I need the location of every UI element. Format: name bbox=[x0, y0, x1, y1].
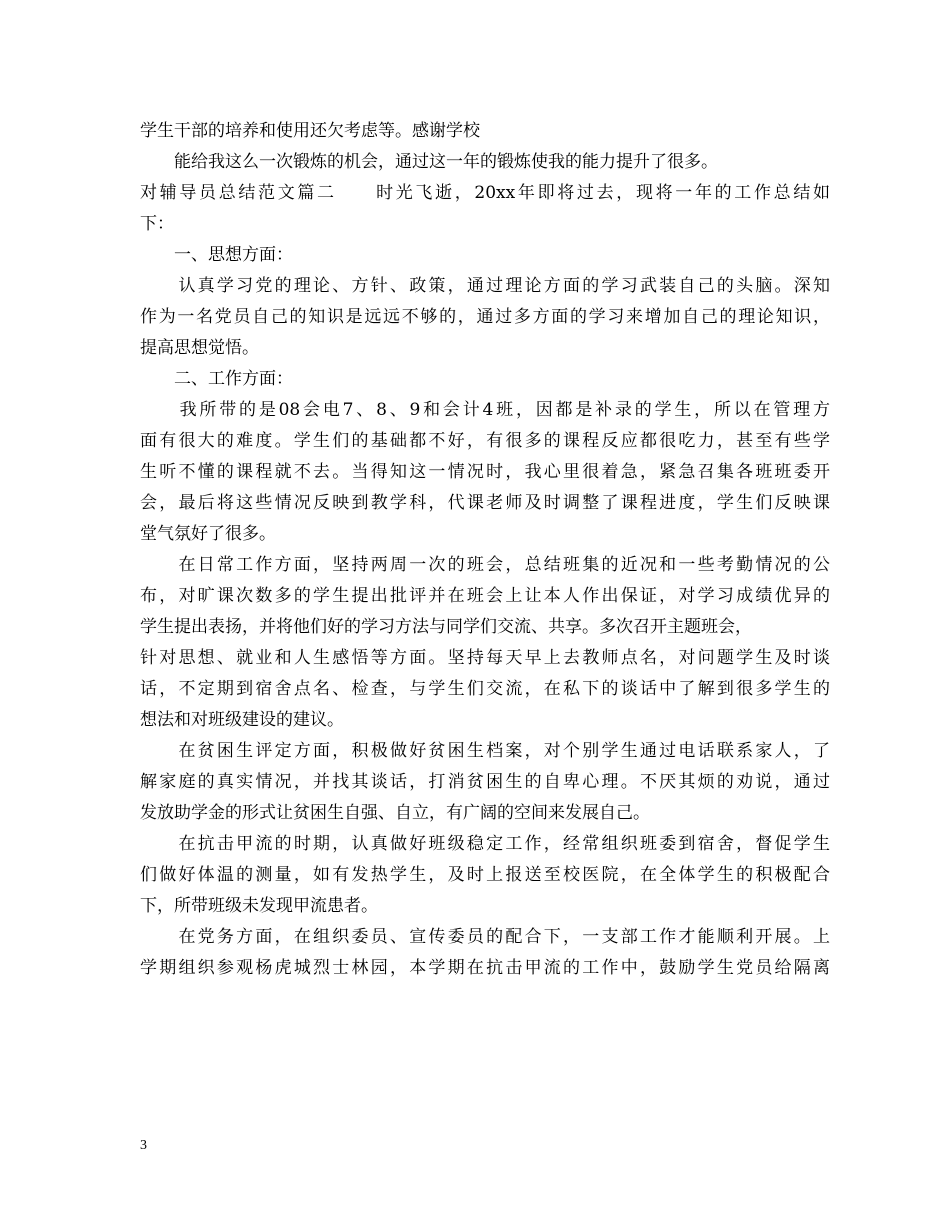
text-line: 下： bbox=[140, 214, 174, 234]
text-line: 我所带的是08会电7、8、9和会计4班，因都是补录的学生，所以在管理方 bbox=[140, 400, 830, 420]
section-heading: 二、工作方面： bbox=[140, 369, 293, 389]
text-line: 学期组织参观杨虎城烈士林园，本学期在抗击甲流的工作中，鼓励学生党员给隔离 bbox=[140, 958, 830, 978]
document-body bbox=[140, 116, 830, 984]
text-line: 堂气氛好了很多。 bbox=[140, 524, 276, 544]
text-line: 学生干部的培养和使用还欠考虑等。感谢学校 bbox=[140, 121, 480, 141]
text-line: 能给我这么一次锻炼的机会，通过这一年的锻炼使我的能力提升了很多。 bbox=[140, 152, 718, 172]
page-number: 3 bbox=[140, 1138, 147, 1153]
text-line: 话，不定期到宿舍点名、检查，与学生们交流，在私下的谈话中了解到很多学生的 bbox=[140, 679, 830, 699]
text-line: 在抗击甲流的时期，认真做好班级稳定工作，经常组织班委到宿舍，督促学生 bbox=[140, 834, 830, 854]
text-line: 学生提出表扬，并将他们好的学习方法与同学们交流、共享。多次召开主题班会， bbox=[140, 617, 752, 637]
text-line: 作为一名党员自己的知识是远远不够的，通过多方面的学习来增加自己的理论知识， bbox=[140, 307, 830, 327]
text-line: 们做好体温的测量，如有发热学生，及时上报送至校医院，在全体学生的积极配合 bbox=[140, 865, 830, 885]
text-line: 认真学习党的理论、方针、政策，通过理论方面的学习武装自己的头脑。深知 bbox=[140, 276, 830, 296]
text-line: 下，所带班级未发现甲流患者。 bbox=[140, 896, 378, 916]
text-line: 会，最后将这些情况反映到教学科，代课老师及时调整了课程进度，学生们反映课 bbox=[140, 493, 830, 513]
text-line: 生听不懂的课程就不去。当得知这一情况时，我心里很着急，紧急召集各班班委开 bbox=[140, 462, 830, 482]
text-line: 解家庭的真实情况，并找其谈话，打消贫困生的自卑心理。不厌其烦的劝说，通过 bbox=[140, 772, 830, 792]
section-heading: 一、思想方面： bbox=[140, 245, 293, 265]
text-line: 布，对旷课次数多的学生提出批评并在班会上让本人作出保证，对学习成绩优异的 bbox=[140, 586, 830, 606]
text-line: 想法和对班级建设的建议。 bbox=[140, 710, 344, 730]
text-line: 在贫困生评定方面，积极做好贫困生档案，对个别学生通过电话联系家人，了 bbox=[140, 741, 830, 761]
text-line: 发放助学金的形式让贫困生自强、自立，有广阔的空间来发展自己。 bbox=[140, 803, 650, 823]
text-line: 面有很大的难度。学生们的基础都不好，有很多的课程反应都很吃力，甚至有些学 bbox=[140, 431, 830, 451]
text-line: 对辅导员总结范文篇二 时光飞逝，20xx年即将过去，现将一年的工作总结如 bbox=[140, 183, 830, 203]
text-line: 提高思想觉悟。 bbox=[140, 338, 259, 358]
text-line: 针对思想、就业和人生感悟等方面。坚持每天早上去教师点名，对问题学生及时谈 bbox=[140, 648, 830, 668]
text-line: 在党务方面，在组织委员、宣传委员的配合下，一支部工作才能顺利开展。上 bbox=[140, 927, 830, 947]
text-line: 在日常工作方面，坚持两周一次的班会，总结班集的近况和一些考勤情况的公 bbox=[140, 555, 830, 575]
